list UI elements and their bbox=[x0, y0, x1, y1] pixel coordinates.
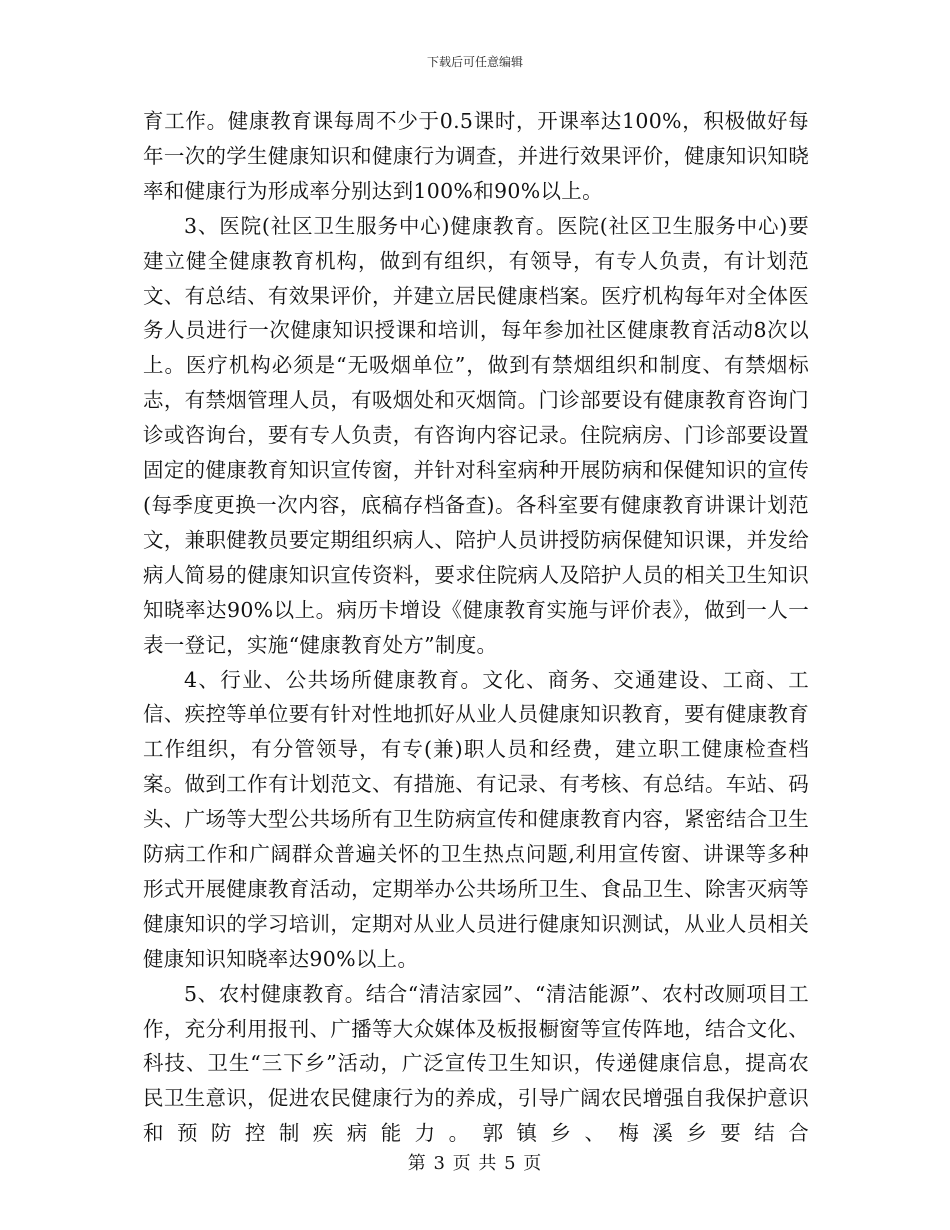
document-body bbox=[143, 104, 809, 1151]
paragraph-4: 5、农村健康教育。结合“清洁家园”、“清洁能源”、农村改厕项目工作，充分利用报刊、广播等大众媒体及板报橱窗等宣传阵地，结合文化、科技、卫生“三下乡”活动，广泛宣传卫生知识，传递健康信息，提高农民卫生意识，促进农民健康行为的养成，引导广阔农民增强自我保护意识和预防控制疾病能力。郭镇乡、梅溪乡要结合 bbox=[143, 981, 809, 1146]
paragraph-1: 育工作。健康教育课每周不少于0.5课时，开课率达100%，积极做好每年一次的学生健康知识和健康行为调查，并进行效果评价，健康知识知晓率和健康行为形成率分别达到100%和90%以上。 bbox=[143, 109, 809, 203]
paragraph-3: 4、行业、公共场所健康教育。文化、商务、交通建设、工商、工信、疾控等单位要有针对性地抓好从业人员健康知识教育，要有健康教育工作组织，有分管领导，有专(兼)职人员和经费，建立职工健康检查档案。做到工作有计划范文、有措施、有记录、有考核、有总结。车站、码头、广场等大型公共场所有卫生防病宣传和健康教育内容，紧密结合卫生防病工作和广阔群众普遍关怀的卫生热点问题,利用宣传窗、讲课等多种形式开展健康教育活动，定期举办公共场所卫生、食品卫生、除害灭病等健康知识的学习培训，定期对从业人员进行健康知识测试，从业人员相关健康知识知晓率达90%以上。 bbox=[143, 667, 809, 971]
paragraph-2: 3、医院(社区卫生服务中心)健康教育。医院(社区卫生服务中心)要建立健全健康教育机构，做到有组织，有领导，有专人负责，有计划范文、有总结、有效果评价，并建立居民健康档案。医疗机构每年对全体医务人员进行一次健康知识授课和培训，每年参加社区健康教育活动8次以上。医疗机构必须是“无吸烟单位”，做到有禁烟组织和制度、有禁烟标志，有禁烟管理人员，有吸烟处和灭烟筒。门诊部要设有健康教育咨询门诊或咨询台，要有专人负责，有咨询内容记录。住院病房、门诊部要设置固定的健康教育知识宣传窗，并针对科室病种开展防病和保健知识的宣传(每季度更换一次内容，底稿存档备查)。各科室要有健康教育讲课计划范文，兼职健教员要定期组织病人、陪护人员讲授防病保健知识课，并发给病人简易的健康知识宣传资料，要求住院病人及陪护人员的相关卫生知识知晓率达90%以上。病历卡增设《健康教育实施与评价表》，做到一人一表一登记，实施“健康教育处方”制度。 bbox=[143, 213, 809, 657]
page-footer: 第 3 页 共 5 页 bbox=[407, 1153, 543, 1174]
page-header: 下载后可任意编辑 bbox=[426, 55, 523, 69]
